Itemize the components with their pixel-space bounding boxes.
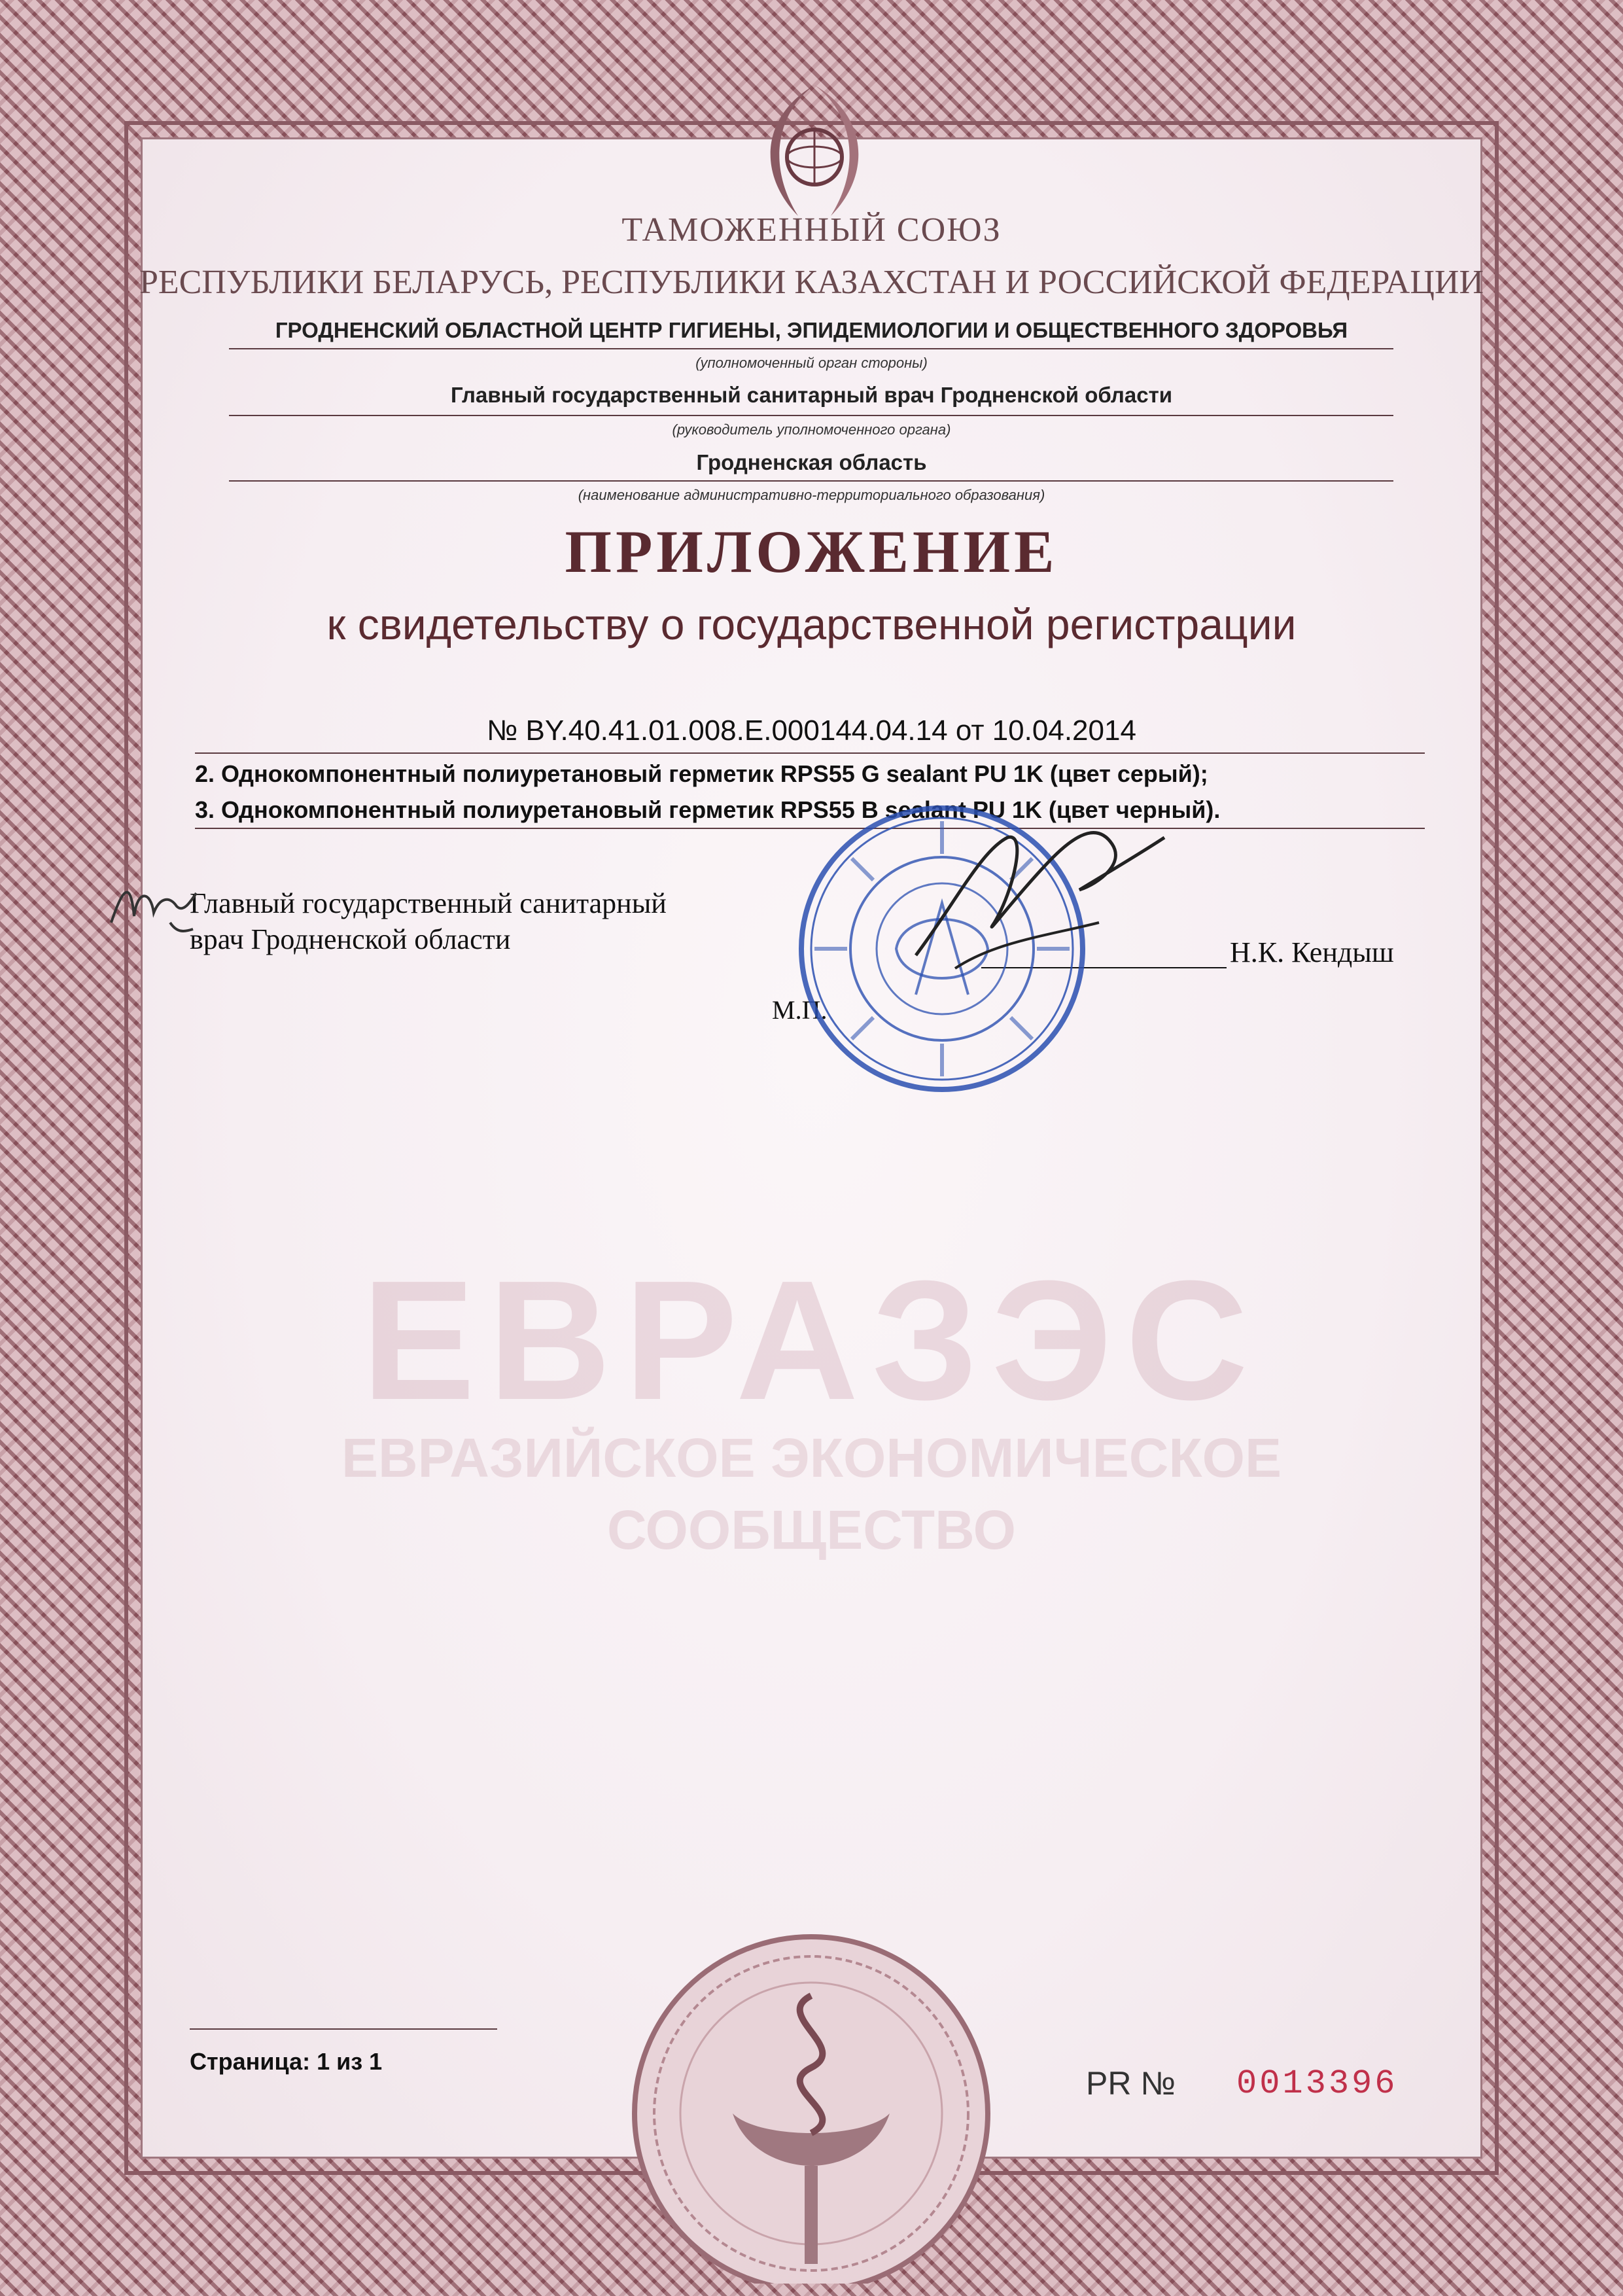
divider	[229, 480, 1393, 482]
head-of-body-hint: (руководитель уполномоченного органа)	[672, 421, 951, 438]
divider	[229, 348, 1393, 349]
page-counter: Страница: 1 из 1	[190, 2048, 383, 2075]
divider	[229, 415, 1393, 416]
initials-icon	[105, 870, 203, 942]
signer-position-line1: Главный государственный санитарный	[190, 887, 667, 919]
watermark-line3: СООБЩЕСТВО	[606, 1499, 1017, 1561]
region-hint: (наименование административно-территориального образования)	[578, 487, 1045, 503]
paper-area	[141, 137, 1482, 2159]
signer-position-line2: врач Гродненской области	[190, 923, 511, 955]
watermark-line2: ЕВРАЗИЙСКОЕ ЭКОНОМИЧЕСКОЕ	[341, 1427, 1282, 1489]
signer-name: Н.К. Кендыш	[1230, 936, 1394, 968]
page-title: ПРИЛОЖЕНИЕ	[565, 518, 1058, 585]
serial-label: PR №	[1086, 2065, 1176, 2102]
authorized-body-hint: (уполномоченный орган стороны)	[695, 355, 928, 371]
certificate-number: № BY.40.41.01.008.E.000144.04.14 от 10.04.2014	[487, 715, 1136, 747]
region-name: Гродненская область	[696, 450, 927, 474]
signature-icon	[903, 811, 1178, 981]
divider	[195, 752, 1425, 754]
list-item: 2. Однокомпонентный полиуретановый герметик RPS55 G sealant PU 1K (цвет серый);	[195, 760, 1208, 787]
stamp-place-label: М.П.	[772, 995, 828, 1025]
medical-rosette-icon	[615, 1917, 1007, 2284]
list-item: 3. Однокомпонентный полиуретановый герметик RPS55 B sealant PU 1K (цвет черный).	[195, 796, 1221, 823]
divider	[190, 2028, 497, 2030]
serial-number: 0013396	[1236, 2064, 1398, 2103]
watermark-main: ЕВРАЗЭС	[361, 1246, 1262, 1436]
page-subtitle: к свидетельству о государственной регистрации	[326, 600, 1297, 648]
republics-title: РЕСПУБЛИКИ БЕЛАРУСЬ, РЕСПУБЛИКИ КАЗАХСТАН И РОССИЙСКОЙ ФЕДЕРАЦИИ	[139, 264, 1484, 301]
union-title: ТАМОЖЕННЫЙ СОЮЗ	[621, 211, 1002, 249]
head-of-body: Главный государственный санитарный врач Гродненской области	[450, 383, 1173, 407]
authorized-body: ГРОДНЕНСКИЙ ОБЛАСТНОЙ ЦЕНТР ГИГИЕНЫ, ЭПИДЕМИОЛОГИИ И ОБЩЕСТВЕННОГО ЗДОРОВЬЯ	[275, 318, 1348, 342]
